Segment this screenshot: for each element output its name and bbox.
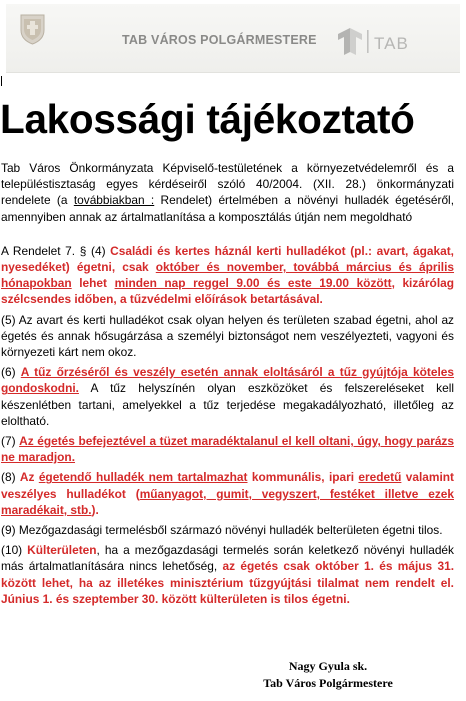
coat-of-arms-icon [19,13,46,45]
tab-logo-text: TAB [374,34,409,53]
text-run: (7) [1,434,20,449]
letterhead-title: TAB VÁROS POLGÁRMESTERE [122,33,317,47]
tab-logo-icon [336,24,428,58]
rules-list [1,243,454,607]
highlighted-text-run: október és november, továbbá március és április hónapokban [1,260,455,291]
document-body [1,160,454,607]
highlighted-text-run: A tűz őrzéséről és veszély esetén annak eloltásáról a tűz gyújtója köteles gondoskodni. [1,365,454,396]
text-run: Tab Város Önkormányzata Képviselő-testületének a környezetvédelemről és a településtisztaság egyes kérdéseiről szóló 40/2004. (XII. 28.) önkormányzati rendelete (a [1,161,454,208]
text-run: Rendelet) értelmében a növényi hulladék égetéséről, amennyiben annak az ártalmatlanítása a komposztálás útján nem megoldható [1,193,454,224]
text-run: (9) Mezőgazdasági termelésből származó növényi hulladék belterületen égetni tilos. [1,523,443,538]
text-run: , ha a mezőgazdasági termelés során keletkező növényi hulladék más ártalmatlanítására nincs lehetőség, [1,543,454,574]
text-run: (10) [1,543,28,558]
rule-paragraph [1,364,454,429]
highlighted-text-run: ). [91,502,99,517]
rule-paragraph [1,469,454,518]
text-cursor [1,76,2,86]
rule-paragraph [1,312,454,361]
rule-paragraph [1,542,454,607]
highlighted-text-run: lehet [71,276,115,291]
intro-paragraph [1,160,454,225]
rule-paragraph [1,433,454,465]
text-run: (6) [1,365,21,380]
highlighted-text-run: eredetű [358,470,402,485]
text-run: A Rendelet 7. § (4) [1,243,111,258]
highlighted-text-run: valamint veszélyes hulladékot ( [1,470,454,501]
highlighted-text-run: égetendő hulladék nem tartalmazhat [38,470,248,485]
highlighted-text-run: az égetés csak október 1. és május 31. között lehet, ha az illetékes minisztérium tűzgyújtási tilalmat nem rendelt el. Június 1. és szeptember 30. között külterületen is tilos égetni. [1,559,455,606]
rule-paragraph [1,243,454,308]
signature-block [248,658,408,692]
highlighted-text-run: , kizárólag szélcsendes időben, a tűzvédelmi előírások betartásával. [1,276,454,307]
highlighted-text-run: minden nap reggel 9.00 és este 19.00 között [114,276,392,291]
signature-title: Tab Város Polgármestere [263,676,393,690]
highlighted-text-run: Az [19,470,39,485]
rule-paragraph [1,522,454,538]
text-run: (5) Az avart és kerti hulladékot csak olyan helyen és területen szabad égetni, ahol az égetés és annak hősugárzása a személyi biztonságot nem veszélyezteti, vagyoni és környezeti kárt nem okoz. [1,312,454,360]
text-run: A tűz helyszínén olyan eszközöket és felszereléseket kell készenlétben tartani, amelyekkel a tűz terjedése megakadályozható, illetőleg az eloltható. [1,381,454,428]
text-run: (8) [1,470,20,485]
highlighted-text-run: kommunális, ipari [247,470,359,485]
highlighted-text-run: Külterületen [27,543,97,558]
highlighted-text-run: Családi és kertes háznál kerti hulladékot (pl.: avart, ágakat, nyesedéket) égetni, csak [1,243,454,275]
signature-name: Nagy Gyula sk. [288,659,368,673]
letterhead [6,4,460,73]
text-run: továbbiakban : [73,193,155,208]
page-title: Lakossági tájékoztató [0,96,415,142]
highlighted-text-run: műanyagot, gumit, vegyszert, festéket illetve ezek maradékait, stb. [1,486,454,517]
highlighted-text-run: Az égetés befejeztével a tüzet maradéktalanul el kell oltani, úgy, hogy parázs ne maradjon. [1,434,454,465]
